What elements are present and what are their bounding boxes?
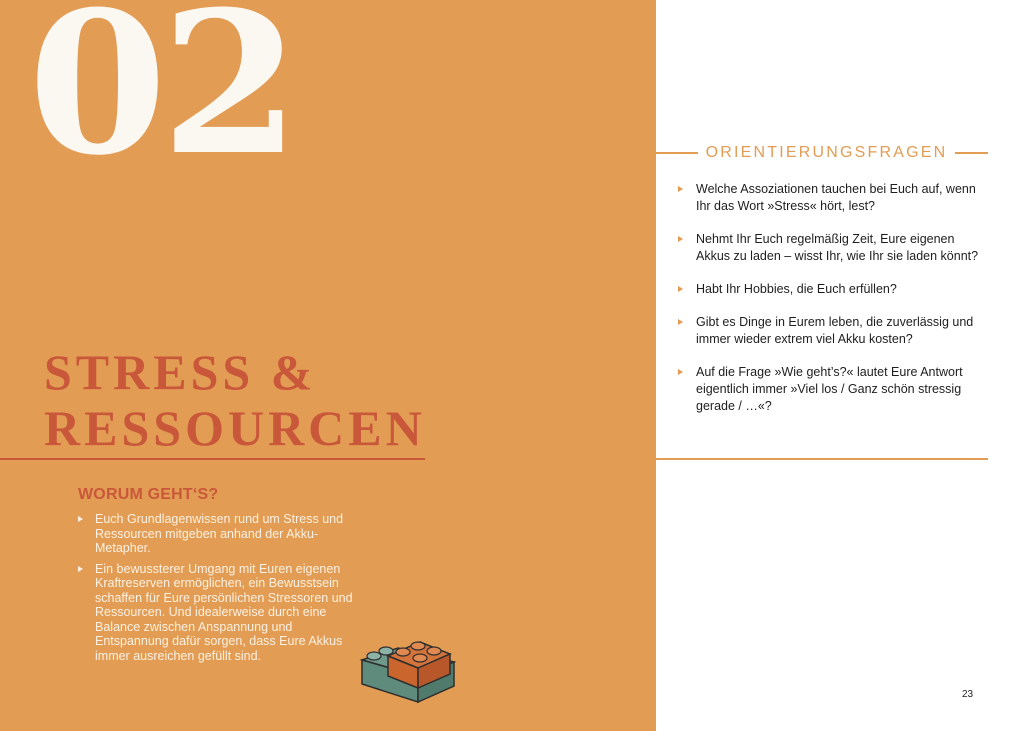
question-item [678, 314, 988, 348]
chapter-number: 02 [28, 0, 294, 199]
section-item-text: Ein bewussterer Umgang mit Euren eigenen Kraftreserven ermöglichen, ein Bewusstsein schaffen für Eure persönlichen Stressoren und Ressourcen. Und idealerweise durch eine Balance zwischen Anspannung und Entspannung dafür sorgen, dass Eure Akkus immer ausreichen gefüllt sind. [95, 561, 353, 663]
question-text: Habt Ihr Hobbies, die Euch erfüllen? [696, 282, 897, 296]
triangle-bullet-icon [678, 369, 683, 375]
lego-bricks-icon [358, 630, 458, 710]
triangle-bullet-icon [678, 319, 683, 325]
title-divider [0, 458, 425, 460]
section-item-text: Euch Grundlagenwissen rund um Stress und Ressourcen mitgeben anhand der Akku-Metapher. [95, 512, 344, 555]
questions-bottom-rule [656, 458, 988, 460]
heading-rule-left [656, 152, 698, 154]
triangle-bullet-icon [678, 186, 683, 192]
question-text: Nehmt Ihr Euch regelmäßig Zeit, Eure eigenen Akkus zu laden – wisst Ihr, wie Ihr sie laden könnt? [696, 232, 979, 263]
triangle-bullet-icon [78, 566, 83, 572]
question-item [678, 364, 988, 415]
question-item [678, 181, 988, 215]
worum-gehts-section [78, 486, 368, 669]
section-heading: WORUM GEHT‘S? [78, 486, 219, 503]
questions-heading: ORIENTIERUNGSFRAGEN [705, 144, 948, 161]
question-item [678, 281, 988, 298]
question-text: Welche Assoziationen tauchen bei Euch auf, wenn Ihr das Wort »Stress« hört, lest? [696, 182, 976, 213]
orientation-questions [678, 181, 988, 431]
question-text: Auf die Frage »Wie geht’s?« lautet Eure Antwort eigentlich immer »Viel los / Ganz schön stressig gerade / …«? [696, 365, 963, 413]
chapter-title-line-1: STRESS & [44, 344, 317, 400]
question-item [678, 231, 988, 265]
section-list-item [78, 512, 368, 556]
page-number: 23 [962, 689, 974, 700]
triangle-bullet-icon [678, 236, 683, 242]
question-text: Gibt es Dinge in Eurem leben, die zuverlässig und immer wieder extrem viel Akku kosten? [696, 315, 974, 346]
chapter-title [44, 344, 426, 456]
triangle-bullet-icon [678, 286, 683, 292]
section-list [78, 512, 368, 663]
section-list-item [78, 562, 368, 664]
triangle-bullet-icon [78, 516, 83, 522]
chapter-title-line-2: RESSOURCEN [44, 400, 426, 456]
heading-rule-right [955, 152, 988, 154]
questions-list [678, 181, 988, 415]
